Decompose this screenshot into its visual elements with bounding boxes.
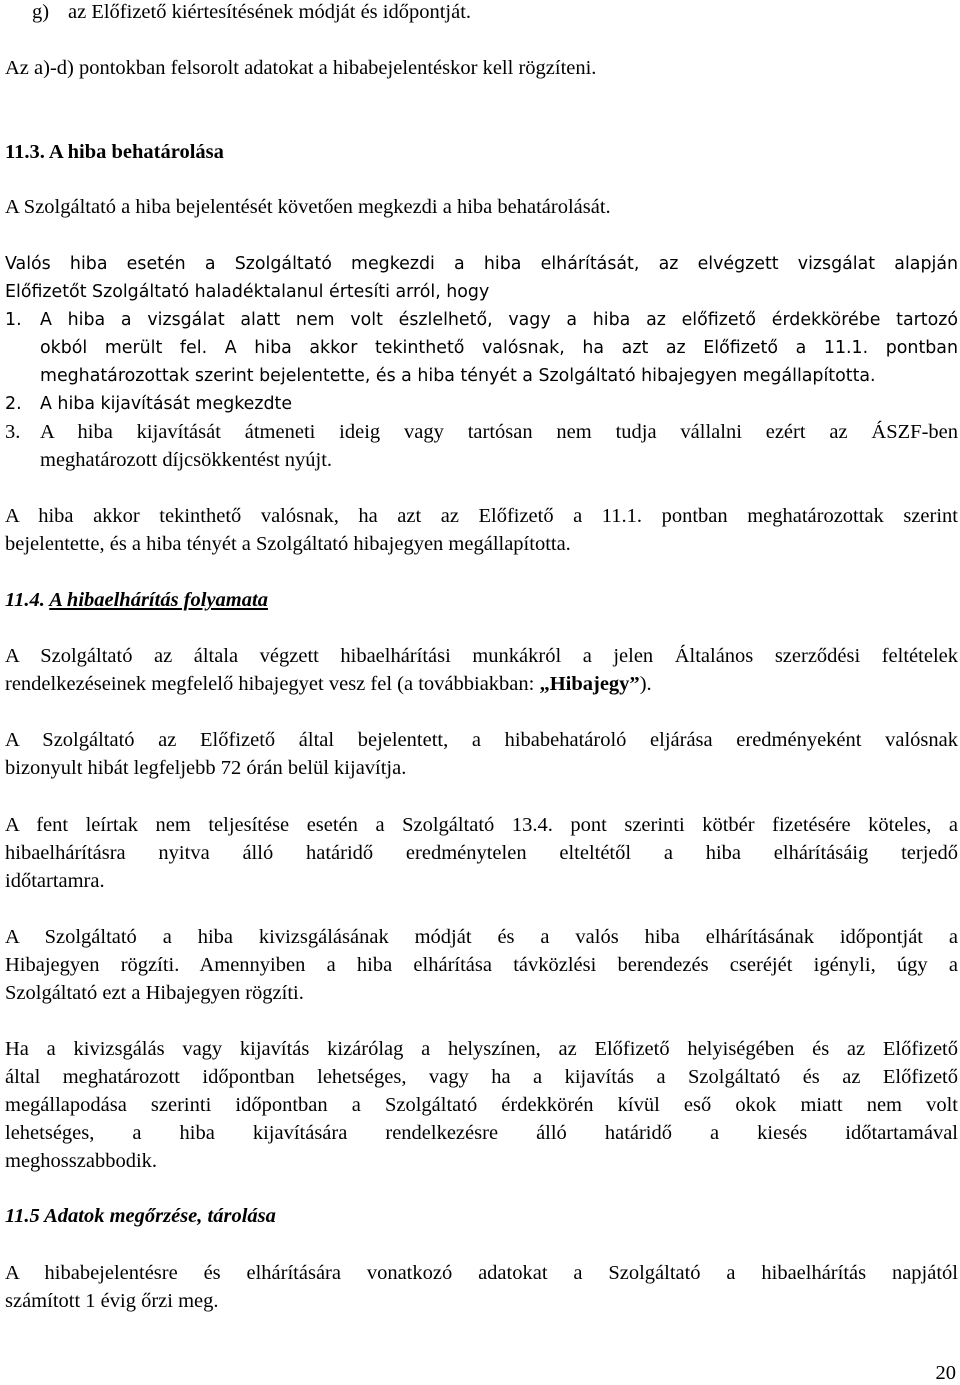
paragraph-11-4-1 bbox=[5, 642, 958, 698]
heading-number: 11.4. bbox=[5, 589, 45, 611]
paragraph-11-5-1 bbox=[5, 1259, 958, 1315]
item-number: 2. bbox=[5, 394, 22, 414]
text-line: bizonyult hibát legfeljebb 72 órán belül kijavítja. bbox=[5, 757, 407, 779]
text-line: meghatározott díjcsökkentést nyújt. bbox=[40, 449, 333, 471]
text-line: A hiba kijavítását megkezdte bbox=[40, 394, 293, 414]
paragraph-11-3-2 bbox=[5, 250, 958, 306]
list-item-text: az Előfizető kiértesítésének módját és időpontját. bbox=[68, 1, 472, 23]
paragraph-intro: Az a)-d) pontokban felsorolt adatokat a hibabejelentéskor kell rögzíteni. bbox=[5, 57, 597, 79]
text-line: bejelentette, és a hiba tényét a Szolgáltató hibajegyen megállapította. bbox=[5, 533, 571, 555]
text-line: A fent leírtak nem teljesítése esetén a Szolgáltató 13.4. pont szerinti kötbér fizetésére köteles, a bbox=[5, 814, 958, 836]
text-line: Hibajegyen rögzíti. Amennyiben a hiba elhárítása távközlési berendezés cseréjét igényli, úgy a bbox=[5, 954, 958, 976]
text-line: által meghatározott időpontban lehetséges, vagy ha a kijavítás a Szolgáltató és az Előfizető bbox=[5, 1066, 958, 1088]
text-line: megállapodása szerinti időpontban a Szolgáltató érdekkörén kívül eső okok miatt nem volt bbox=[5, 1094, 958, 1116]
text-line bbox=[5, 670, 958, 698]
paragraph-11-4-4 bbox=[5, 923, 958, 1007]
text-line: hibaelhárításra nyitva álló határidő eredménytelen elteltétől a hiba elhárításáig terjedő bbox=[5, 842, 958, 864]
text-line: időtartamra. bbox=[5, 870, 105, 892]
text-line: meghosszabbodik. bbox=[5, 1150, 158, 1172]
text-line: lehetséges, a hiba kijavítására rendelkezésre álló határidő a kiesés időtartamával bbox=[5, 1122, 958, 1144]
text-segment: rendelkezéseinek megfelelő hibajegyet vesz fel (a továbbiakban: bbox=[5, 673, 540, 695]
text-line: A hiba kijavítását átmeneti ideig vagy tartósan nem tudja vállalni ezért az ÁSZF-ben bbox=[40, 421, 958, 443]
paragraph-11-3-3 bbox=[5, 502, 958, 558]
text-line: A hiba a vizsgálat alatt nem volt észlelhető, vagy a hiba az előfizető érdekkörébe tartozó bbox=[40, 310, 958, 330]
text-line: A Szolgáltató az Előfizető által bejelentett, a hibabehatároló eljárása eredményeként valósnak bbox=[5, 729, 958, 751]
section-heading-11-4 bbox=[5, 586, 958, 614]
defined-term: „Hibajegy” bbox=[539, 673, 640, 695]
text-line: Valós hiba esetén a Szolgáltató megkezdi a hiba elhárítását, az elvégzett vizsgálat alapján bbox=[5, 254, 958, 274]
item-number: 3. bbox=[5, 421, 21, 443]
text-line: számított 1 évig őrzi meg. bbox=[5, 1290, 219, 1312]
paragraph-11-4-5 bbox=[5, 1035, 958, 1175]
section-heading-11-5: 11.5 Adatok megőrzése, tárolása bbox=[5, 1205, 276, 1227]
text-line: Ha a kivizsgálás vagy kijavítás kizárólag a helyszínen, az Előfizető helyiségében és az Előfizető bbox=[5, 1038, 958, 1060]
paragraph-11-4-2 bbox=[5, 726, 958, 782]
section-heading-11-3: 11.3. A hiba behatárolása bbox=[5, 141, 224, 163]
item-number: 1. bbox=[5, 310, 22, 330]
text-line: okból merült fel. A hiba akkor tekinthető valósnak, ha azt az Előfizető a 11.1. pontban bbox=[40, 338, 958, 358]
page-number: 20 bbox=[935, 1362, 956, 1384]
text-line: Szolgáltató ezt a Hibajegyen rögzíti. bbox=[5, 982, 304, 1004]
paragraph-11-4-3 bbox=[5, 811, 958, 895]
text-line: Előfizetőt Szolgáltató haladéktalanul értesíti arról, hogy bbox=[5, 282, 490, 302]
numbered-item-3 bbox=[5, 418, 958, 474]
text-line: A Szolgáltató az általa végzett hibaelhárítási munkákról a jelen Általános szerződési feltételek bbox=[5, 645, 958, 667]
text-line: A Szolgáltató a hiba kivizsgálásának módját és a valós hiba elhárításának időpontját a bbox=[5, 926, 958, 948]
text-segment: ). bbox=[639, 673, 652, 695]
numbered-item-1 bbox=[5, 306, 958, 390]
paragraph-11-3-1: A Szolgáltató a hiba bejelentését követően megkezdi a hiba behatárolását. bbox=[5, 196, 611, 218]
text-line: meghatározottak szerint bejelentette, és a hiba tényét a Szolgáltató hibajegyen megállapította. bbox=[40, 366, 876, 386]
text-line: A hiba akkor tekinthető valósnak, ha azt az Előfizető a 11.1. pontban meghatározottak szerint bbox=[5, 505, 958, 527]
text-line: A hibabejelentésre és elhárítására vonatkozó adatokat a Szolgáltató a hibaelhárítás napjától bbox=[5, 1262, 958, 1284]
numbered-item-2 bbox=[5, 390, 958, 418]
list-item-label: g) bbox=[32, 1, 50, 23]
heading-title: A hibaelhárítás folyamata bbox=[49, 589, 268, 611]
